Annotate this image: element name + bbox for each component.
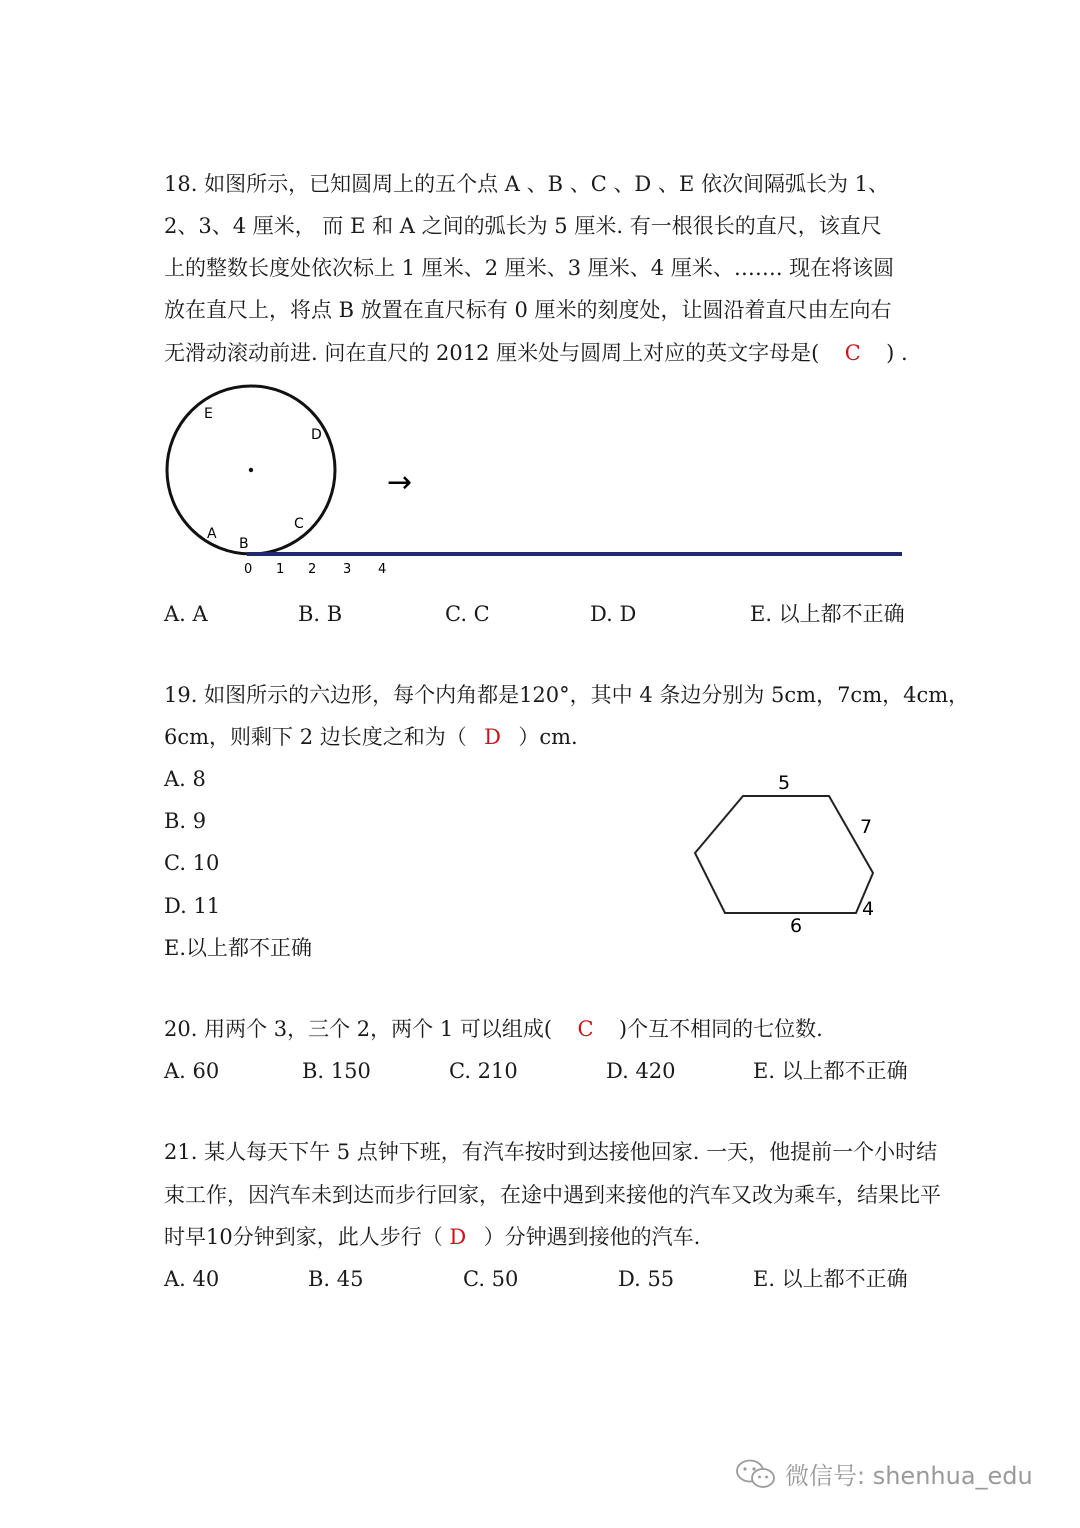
q18-option-d: D. D [590,602,637,626]
q18-line-5-end: ) . [886,341,908,365]
q19-label-7: 7 [860,816,873,838]
q18-point-B: B [239,536,249,552]
q18-line-4: 放在直尺上，将点 B 放置在直尺标有 0 厘米的刻度处，让圆沿着直尺由左向右 [164,298,892,322]
q18-line-5-text: 无滑动滚动前进. 问在直尺的 2012 厘米处与圆周上对应的英文字母是( [164,341,820,365]
q19-option-c: C. 10 [164,851,220,875]
q19-label-5: 5 [778,772,791,794]
q18-center-dot [249,468,253,472]
q20-line-end: )个互不相同的七位数. [618,1017,823,1041]
q20-option-d: D. 420 [606,1059,676,1083]
q21-option-d: D. 55 [618,1267,675,1291]
q20-line-1 [164,1014,823,1044]
q18-point-A: A [207,526,217,542]
q21-option-c: C. 50 [463,1267,519,1291]
q21-line-2: 束工作，因汽车未到达而步行回家，在途中遇到来接他的汽车又改为乘车，结果比平 [164,1183,941,1207]
q18-point-E: E [204,406,213,422]
watermark-text: 微信号: shenhua_edu [785,1462,1033,1490]
q18-tick-2: 2 [308,562,317,577]
q19-option-d: D. 11 [164,894,221,918]
q19-label-4: 4 [862,898,875,920]
q18-figure [160,380,920,580]
q20-option-e: E. 以上都不正确 [753,1059,908,1083]
q18-line-1: 18. 如图所示，已知圆周上的五个点 A 、B 、C 、D 、E 依次间隔弧长为 1、 [164,172,889,196]
q19-hexagon [695,796,873,913]
q18-line-3: 上的整数长度处依次标上 1 厘米、2 厘米、3 厘米、4 厘米、……. 现在将该圆 [164,256,895,280]
q19-line-2-end: ）cm. [518,725,578,749]
wechat-icon [735,1458,777,1490]
q18-point-D: D [311,427,322,443]
q18-point-C: C [294,516,304,532]
q19-line-2-text: 6cm，则剩下 2 边长度之和为（ [164,725,467,749]
watermark [735,1456,1033,1491]
q19-line-2 [164,722,578,752]
q19-hexagon-figure [680,765,900,945]
q21-line-3-end: ）分钟遇到接他的汽车. [483,1225,701,1249]
q21-option-e: E. 以上都不正确 [753,1267,908,1291]
q20-option-c: C. 210 [449,1059,518,1083]
q21-option-a: A. 40 [164,1267,220,1291]
q20-option-b: B. 150 [302,1059,371,1083]
q21-line-3-text: 时早10分钟到家，此人步行（ [164,1225,443,1249]
q19-label-6: 6 [790,915,803,937]
q18-option-c: C. C [445,602,490,626]
q21-line-3 [164,1222,700,1252]
q20-answer: C [577,1017,594,1041]
q21-answer: D [449,1225,467,1249]
q19-option-e: E.以上都不正确 [164,936,313,960]
q18-line-2: 2、3、4 厘米， 而 E 和 A 之间的弧长为 5 厘米. 有一根很长的直尺，该直尺 [164,214,882,238]
q19-option-b: B. 9 [164,809,207,833]
q19-option-a: A. 8 [164,767,206,791]
q18-line-5 [164,338,908,368]
q19-line-1: 19. 如图所示的六边形，每个内角都是120°，其中 4 条边分别为 5cm，7cm，4cm， [164,683,970,707]
q20-option-a: A. 60 [164,1059,220,1083]
q21-line-1: 21. 某人每天下午 5 点钟下班，有汽车按时到达接他回家. 一天，他提前一个小时结 [164,1140,938,1164]
q18-arrow-icon: → [387,465,413,500]
q18-tick-0: 0 [244,562,253,577]
q18-answer: C [844,341,861,365]
q18-tick-3: 3 [343,562,352,577]
q18-option-a: A. A [164,602,208,626]
q18-option-e: E. 以上都不正确 [750,602,905,626]
q19-answer: D [484,725,501,749]
q18-tick-1: 1 [276,562,285,577]
q21-option-b: B. 45 [308,1267,364,1291]
q20-line-text: 20. 用两个 3，三个 2，两个 1 可以组成( [164,1017,553,1041]
q18-tick-4: 4 [378,562,387,577]
q18-option-b: B. B [298,602,343,626]
